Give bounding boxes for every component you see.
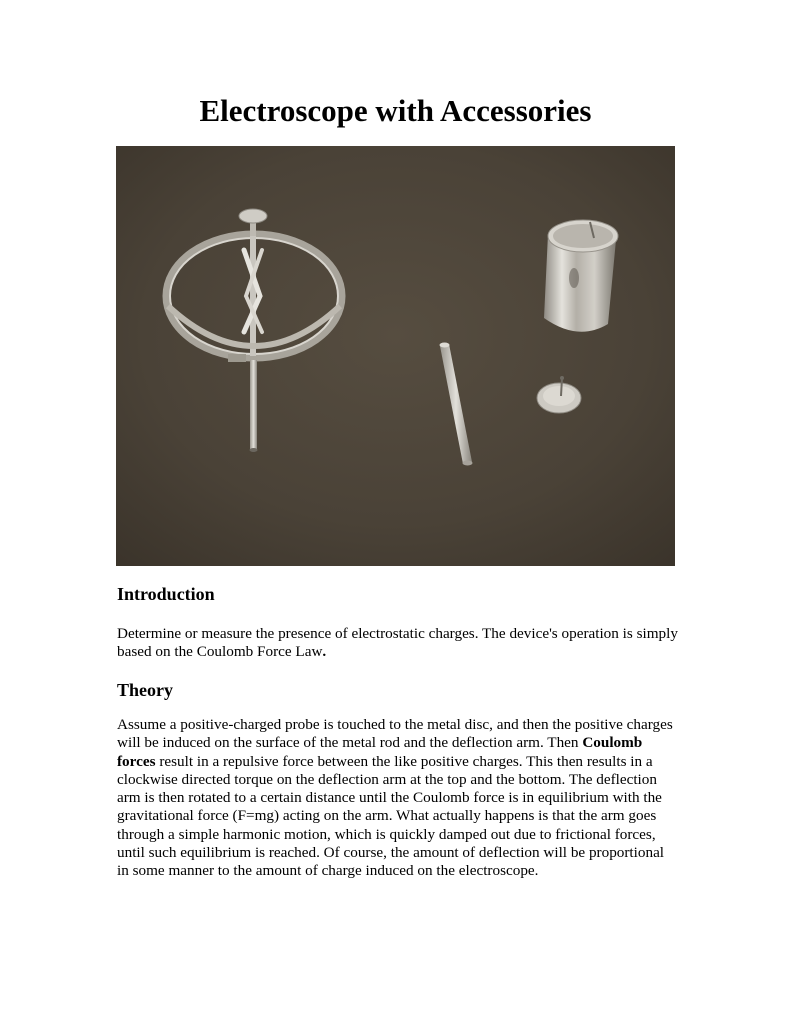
- theory-text-after: result in a repulsive force between the like positive charges. This then results in a clockwise directed torque on the deflection arm at the top and the bottom. The deflection arm is then rotated to a certain distance until the Coulomb force is in equilibrium with the gravitational force (F=mg) acting on the arm. What actually happens is that the arm goes through a simple harmonic motion, which is quickly damped out due to frictional forces, until such equilibrium is reached. Of course, the amount of deflection will be proportional in some manner to the amount of charge induced on the electroscope.: [117, 752, 665, 880]
- theory-heading: Theory: [117, 680, 173, 700]
- theory-text-before: Assume a positive-charged probe is touched to the metal disc, and then the positive charges will be induced on the surface of the metal rod and the deflection arm. Then: [117, 716, 673, 752]
- table-surface: [116, 146, 675, 566]
- coulomb-forces-term: Coulomb forces: [117, 734, 643, 770]
- page-title: Electroscope with Accessories: [199, 93, 592, 128]
- theory-paragraph: [117, 716, 679, 881]
- introduction-paragraph: [117, 625, 679, 662]
- introduction-heading: Introduction: [117, 584, 215, 604]
- introduction-bold-period: .: [322, 643, 327, 661]
- introduction-text: Determine or measure the presence of electrostatic charges. The device's operation is simply based on the Coulomb Force Law: [117, 625, 678, 661]
- metal-disc-top: [239, 209, 267, 223]
- faraday-cup: [544, 220, 618, 332]
- electroscope-photo: [116, 146, 675, 566]
- electroscope-stem: [250, 360, 257, 450]
